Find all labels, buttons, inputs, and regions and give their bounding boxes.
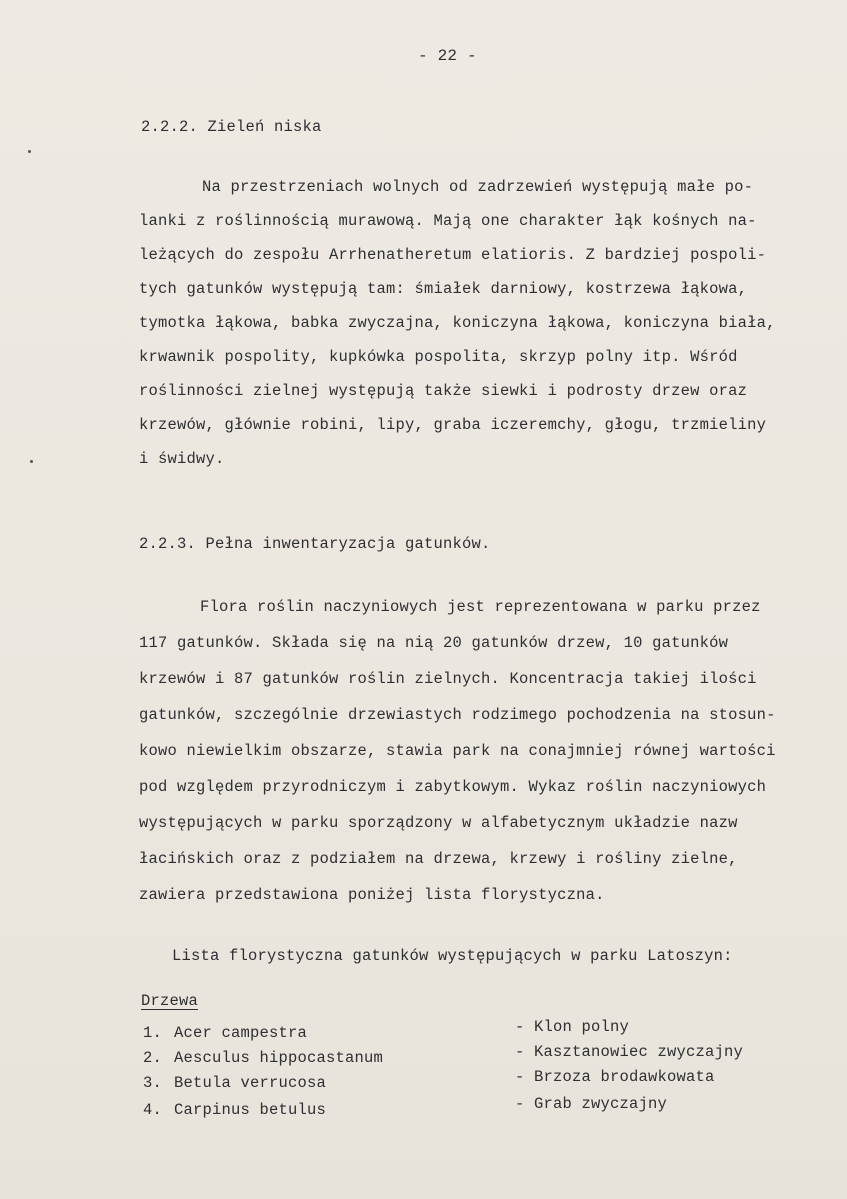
paragraph-line: występujących w parku sporządzony w alfabetycznym układzie nazw (139, 814, 738, 832)
scan-speck (28, 150, 31, 153)
list-intro: Lista florystyczna gatunków występujących w parku Latoszyn: (172, 947, 733, 965)
species-number: 1. (143, 1024, 163, 1042)
paragraph-line: lanki z roślinnością murawową. Mają one charakter łąk kośnych na- (139, 212, 757, 230)
species-polish-name: - Brzoza brodawkowata (515, 1068, 715, 1086)
paragraph-line: Flora roślin naczyniowych jest reprezentowana w parku przez (200, 598, 761, 616)
paragraph-line: krzewów, głównie robini, lipy, graba iczeremchy, głogu, trzmieliny (139, 416, 767, 434)
section-heading-2-2-2: 2.2.2. Zieleń niska (141, 118, 322, 136)
paragraph-line: leżących do zespołu Arrhenatheretum elatioris. Z bardziej pospoli- (139, 246, 767, 264)
species-polish-name: - Grab zwyczajny (515, 1095, 668, 1113)
page-number: - 22 - (418, 47, 477, 65)
paragraph-line: tymotka łąkowa, babka zwyczajna, koniczyna łąkowa, koniczyna biała, (139, 314, 776, 332)
paragraph-line: kowo niewielkim obszarze, stawia park na conajmniej równej wartości (139, 742, 776, 760)
paragraph-line: i świdwy. (139, 450, 225, 468)
species-polish-name: - Klon polny (515, 1018, 630, 1036)
paragraph-line: 117 gatunków. Składa się na nią 20 gatunków drzew, 10 gatunków (139, 634, 729, 652)
species-latin-name: Carpinus betulus (174, 1101, 327, 1119)
species-polish-name: - Kasztanowiec zwyczajny (515, 1043, 744, 1061)
paragraph-line: łacińskich oraz z podziałem na drzewa, krzewy i rośliny zielne, (139, 850, 738, 868)
section-heading-2-2-3: 2.2.3. Pełna inwentaryzacja gatunków. (139, 535, 491, 553)
scan-speck (30, 460, 33, 463)
paragraph-line: roślinności zielnej występują także siewki i podrosty drzew oraz (139, 382, 748, 400)
paragraph-line: zawiera przedstawiona poniżej lista florystyczna. (139, 886, 605, 904)
species-latin-name: Aesculus hippocastanum (174, 1049, 384, 1067)
paragraph-line: tych gatunków występują tam: śmiałek darniowy, kostrzewa łąkowa, (139, 280, 748, 298)
paragraph-line: pod względem przyrodniczym i zabytkowym. Wykaz roślin naczyniowych (139, 778, 767, 796)
paragraph-line: gatunków, szczególnie drzewiastych rodzimego pochodzenia na stosun- (139, 706, 776, 724)
paragraph-line: krzewów i 87 gatunków roślin zielnych. Koncentracja takiej ilości (139, 670, 757, 688)
species-latin-name: Betula verrucosa (174, 1074, 327, 1092)
species-number: 4. (143, 1101, 163, 1119)
category-heading-drzewa: Drzewa (141, 992, 199, 1010)
paragraph-line: Na przestrzeniach wolnych od zadrzewień występują małe po- (202, 178, 754, 196)
species-latin-name: Acer campestra (174, 1024, 308, 1042)
paragraph-line: krwawnik pospolity, kupkówka pospolita, skrzyp polny itp. Wśród (139, 348, 738, 366)
species-number: 2. (143, 1049, 163, 1067)
species-number: 3. (143, 1074, 163, 1092)
